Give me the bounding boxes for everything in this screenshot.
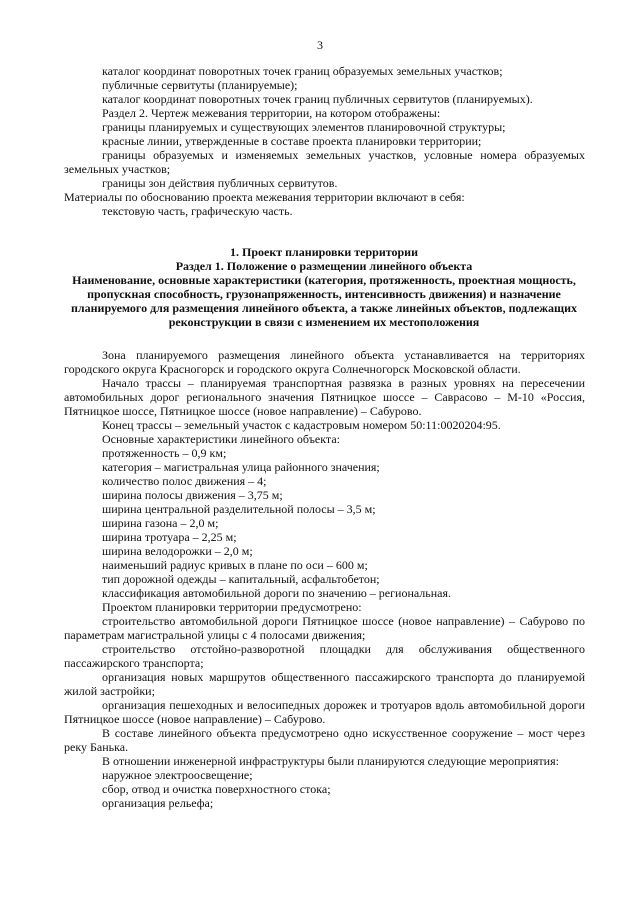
paragraph: Начало трассы – планируемая транспортная развязка в разных уровнях на пересечении автомобильных дорог регионального значения Пятницкое шоссе – Савраcово – М-10 «Россия, Пятницкое шоссе, Пятницкое шоссе (новое направление) – Сабурово. xyxy=(64,376,585,418)
list-item: количество полос движения – 4; xyxy=(102,474,267,488)
list-item: ширина тротуара – 2,25 м; xyxy=(102,530,237,544)
list-item: ширина велодорожки – 2,0 м; xyxy=(102,544,253,558)
paragraph: каталог координат поворотных точек границ публичных сервитутов (планируемых). xyxy=(102,92,533,106)
paragraph: Проектом планировки территории предусмотрено: xyxy=(102,600,362,614)
intro-block xyxy=(64,64,585,218)
paragraph: Конец трассы – земельный участок с кадастровым номером 50:11:0020204:95. xyxy=(102,418,501,432)
heading-2: Раздел 1. Положение о размещении линейного объекта xyxy=(175,259,473,273)
list-item: ширина полосы движения – 3,75 м; xyxy=(102,488,283,502)
list-item: сбор, отвод и очистка поверхностного стока; xyxy=(102,782,331,796)
paragraph: публичные сервитуты (планируемые); xyxy=(102,78,298,92)
section-headings xyxy=(60,245,588,329)
paragraph: Зона планируемого размещения линейного объекта устанавливается на территориях городского округа Красногорск и городского округа Солнечногорск Московской области. xyxy=(64,348,585,376)
paragraph: В составе линейного объекта предусмотрено одно искусственное сооружение – мост через реку Банька. xyxy=(64,726,585,754)
list-item: строительство автомобильной дороги Пятницкое шоссе (новое направление) – Сабурово по параметрам магистральной улицы с 4 полосами движения; xyxy=(64,614,585,642)
list-item: организация пешеходных и велосипедных дорожек и тротуаров вдоль автомобильной дороги Пятницкое шоссе (новое направление) – Сабурово. xyxy=(64,698,585,726)
paragraph: красные линии, утвержденные в составе проекта планировки территории; xyxy=(102,134,482,148)
list-item: организация рельефа; xyxy=(102,796,214,810)
list-item: организация новых маршрутов общественного пассажирского транспорта до планируемой жилой застройки; xyxy=(64,670,585,698)
paragraph: границы образуемых и изменяемых земельных участков, условные номера образуемых земельных участков; xyxy=(64,148,585,176)
paragraph: текстовую часть, графическую часть. xyxy=(102,204,293,218)
list-item: наименьший радиус кривых в плане по оси – 600 м; xyxy=(102,558,368,572)
paragraph: В отношении инженерной инфраструктуры были планируются следующие мероприятия: xyxy=(102,754,559,768)
heading-1: 1. Проект планировки территории xyxy=(229,245,419,259)
list-item: наружное электроосвещение; xyxy=(102,768,253,782)
paragraph: Раздел 2. Чертеж межевания территории, на котором отображены: xyxy=(102,106,441,120)
paragraph: Материалы по обоснованию проекта межевания территории включают в себя: xyxy=(64,190,465,204)
heading-3: Наименование, основные характеристики (категория, протяженность, проектная мощность, пропускная способность, грузонапряженность, интенсивность движения) и назначение планируемого для размещения линейного объекта, а также линейных объектов, подлежащих реконструкции в связи с изменением их местоположения xyxy=(70,273,578,329)
paragraph: Основные характеристики линейного объекта: xyxy=(102,432,340,446)
section-body xyxy=(64,348,585,810)
paragraph: границы планируемых и существующих элементов планировочной структуры; xyxy=(102,120,506,134)
list-item: протяженность – 0,9 км; xyxy=(102,446,227,460)
page-number: 3 xyxy=(317,38,323,52)
list-item: классификация автомобильной дороги по значению – региональная. xyxy=(102,586,452,600)
list-item: тип дорожной одежды – капитальный, асфальтобетон; xyxy=(102,572,380,586)
paragraph: границы зон действия публичных сервитутов. xyxy=(102,176,338,190)
list-item: строительство отстойно-разворотной площадки для обслуживания общественного пассажирского транспорта; xyxy=(64,642,585,670)
paragraph: каталог координат поворотных точек границ образуемых земельных участков; xyxy=(102,64,503,78)
list-item: категория – магистральная улица районного значения; xyxy=(102,460,380,474)
list-item: ширина газона – 2,0 м; xyxy=(102,516,219,530)
list-item: ширина центральной разделительной полосы – 3,5 м; xyxy=(102,502,376,516)
